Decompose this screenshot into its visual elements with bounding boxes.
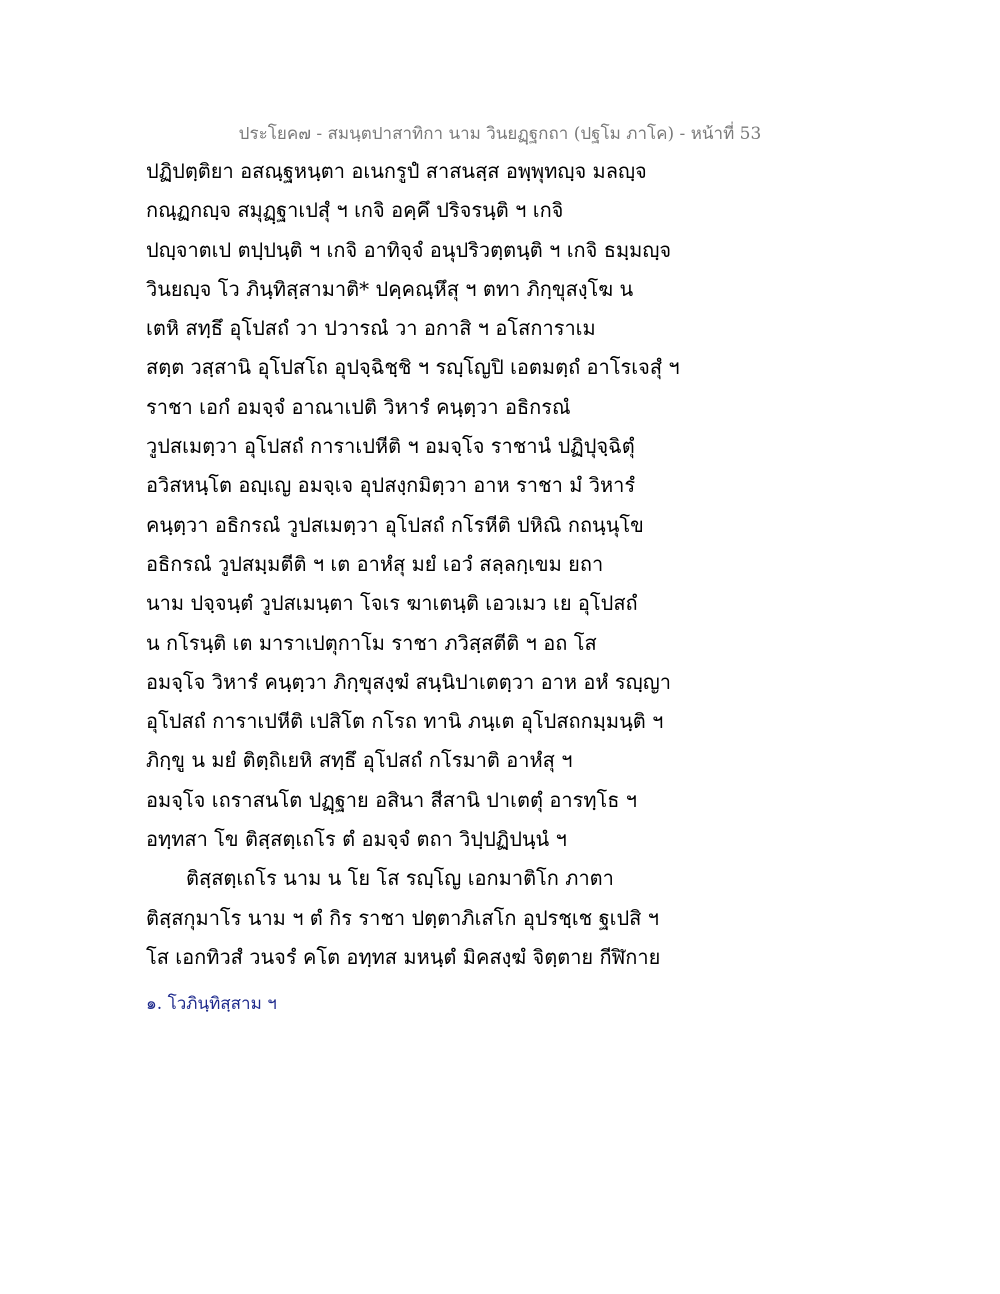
text-line: อทฺทสา โข ติสฺสตฺเถโร ตํ อมจฺจํ ตถา วิปฺปฏิปนฺนํ ฯ [146,827,567,852]
text-line: อธิกรณํ วูปสมฺมตีติ ฯ เต อาหํสุ มยํ เอวํ สลฺลกฺเขม ยถา [146,551,604,576]
text-line: คนฺตฺวา อธิกรณํ วูปสเมตฺวา อุโปสถํ กโรหีติ ปหิณิ กถนฺนุโข [146,512,644,537]
body-text [146,152,680,977]
running-header: ประโยค๗ - สมนฺตปาสาทิกา นาม วินยฏฺฐกถา (ปฐโม ภาโค) - หน้าที่ 53 [238,124,762,144]
text-line: วูปสเมตฺวา อุโปสถํ การาเปหีติ ฯ อมจฺโจ ราชานํ ปฏิปุจฺฉิตุํ [146,434,635,459]
text-line: ภิกฺขู น มยํ ติตฺถิเยหิ สทฺธึ อุโปสถํ กโรมาติ อาหํสุ ฯ [146,748,573,773]
text-line: สตฺต วสฺสานิ อุโปสโถ อุปจฺฉิชฺชิ ฯ รญฺโญปิ เอตมตฺถํ อาโรเจสุํ ฯ [146,355,680,380]
text-line: ปญฺจาตเป ตปฺปนฺติ ฯ เกจิ อาทิจฺจํ อนุปริวตฺตนฺติ ฯ เกจิ ธมฺมญฺจ [146,237,672,262]
text-line: นาม ปจฺจนฺตํ วูปสเมนฺตา โจเร ฆาเตนฺติ เอวเมว เย อุโปสถํ [146,591,638,616]
text-line: อมจฺโจ เถราสนโต ปฏฺฐาย อสินา สีสานิ ปาเตตุํ อารทฺโธ ฯ [146,787,638,812]
footnote: ๑. โวภินฺทิสฺสาม ฯ [146,994,277,1014]
text-line: ปฏิปตฺติยา อสณฺฐหนฺตา อเนกรูปํ สาสนสฺส อพฺพุทญฺจ มลญฺจ [146,159,647,183]
text-line: อวิสหนฺโต อญฺเญ อมจฺเจ อุปสงฺกมิตฺวา อาห ราชา มํ วิหารํ [146,473,636,498]
text-line: อมจฺโจ วิหารํ คนฺตฺวา ภิกฺขุสงฺฆํ สนฺนิปาเตตฺวา อาห อหํ รญฺญา [146,669,671,694]
text-line: กณฺฏกญฺจ สมุฏฺฐาเปสุํ ฯ เกจิ อคฺคึ ปริจรนฺติ ฯ เกจิ [146,198,564,223]
text-line: น กโรนฺติ เต มาราเปตุกาโม ราชา ภวิสฺสตีติ ฯ อถ โส [146,630,597,655]
text-line: ติสฺสกุมาโร นาม ฯ ตํ กิร ราชา ปตฺตาภิเสโก อุปรชฺเช ฐเปสิ ฯ [146,905,659,930]
text-line: อุโปสถํ การาเปหีติ เปสิโต กโรถ ทานิ ภนฺเต อุโปสถกมฺมนฺติ ฯ [146,709,664,734]
text-line: โส เอกทิวสํ วนจรํ คโต อทฺทส มหนฺตํ มิคสงฺฆํ จิตฺตาย กีฬิกาย [146,944,661,969]
text-line: วินยญฺจ โว ภินฺทิสฺสามาติ* ปคฺคณฺหึสุ ฯ ตทา ภิกฺขุสงฺโฆ น [146,276,634,301]
text-line: ราชา เอกํ อมจฺจํ อาณาเปติ วิหารํ คนฺตฺวา อธิกรณํ [146,394,571,419]
paragraph-first-line: ติสฺสตฺเถโร นาม น โย โส รญฺโญ เอกมาติโก ภาตา [186,866,614,891]
text-line: เตหิ สทฺธึ อุโปสถํ วา ปวารณํ วา อกาสิ ฯ อโสการาเม [146,316,596,341]
